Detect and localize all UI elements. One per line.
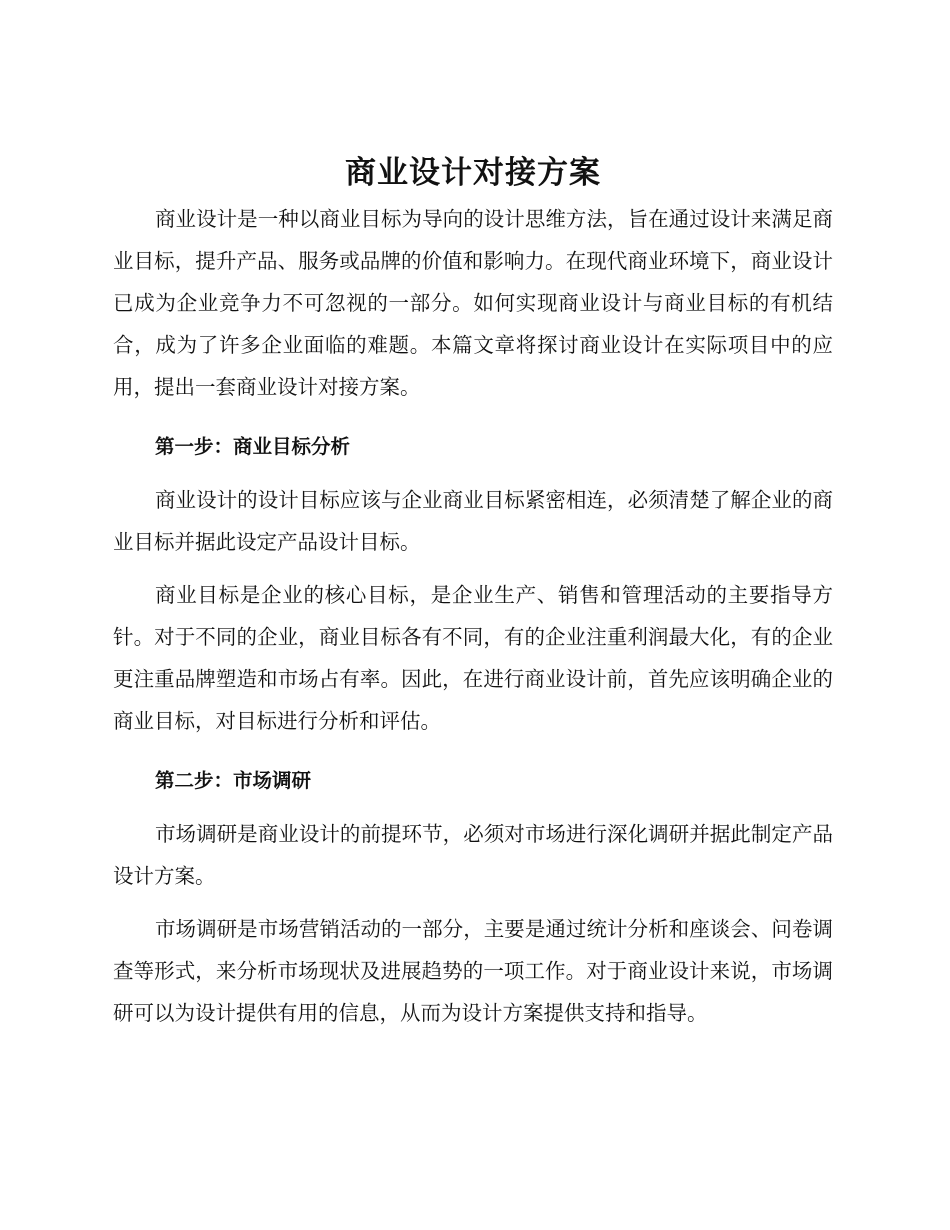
spacer: [113, 563, 833, 574]
spacer: [113, 897, 833, 908]
spacer: [113, 802, 833, 813]
section-2-paragraph-2: 市场调研是市场营销活动的一部分，主要是通过统计分析和座谈会、问卷调查等形式，来分析市场现状及进展趋势的一项工作。对于商业设计来说，市场调研可以为设计提供有用的信息，从而为设计方案提供支持和指导。: [113, 917, 833, 1025]
section-2-paragraph-1: 市场调研是商业设计的前提环节，必须对市场进行深化调研并据此制定产品设计方案。: [113, 822, 833, 888]
spacer: [113, 468, 833, 479]
document-page: [113, 150, 833, 1034]
section-1-paragraph-1: 商业设计的设计目标应该与企业商业目标紧密相连，必须清楚了解企业的商业目标并据此设定产品设计目标。: [113, 488, 833, 554]
section-heading-2: 第二步：市场调研: [155, 769, 312, 792]
document-title: 商业设计对接方案: [345, 155, 601, 191]
spacer: [113, 408, 833, 426]
spacer: [113, 742, 833, 760]
section-heading-1: 第一步：商业目标分析: [155, 435, 351, 458]
intro-paragraph: 商业设计是一种以商业目标为导向的设计思维方法，旨在通过设计来满足商业目标，提升产品、服务或品牌的价值和影响力。在现代商业环境下，商业设计已成为企业竞争力不可忽视的一部分。如何实现商业设计与商业目标的有机结合，成为了许多企业面临的难题。本篇文章将探讨商业设计在实际项目中的应用，提出一套商业设计对接方案。: [113, 207, 833, 399]
section-1-paragraph-2: 商业目标是企业的核心目标，是企业生产、销售和管理活动的主要指导方针。对于不同的企业，商业目标各有不同，有的企业注重利润最大化，有的企业更注重品牌塑造和市场占有率。因此，在进行商业设计前，首先应该明确企业的商业目标，对目标进行分析和评估。: [113, 583, 833, 733]
